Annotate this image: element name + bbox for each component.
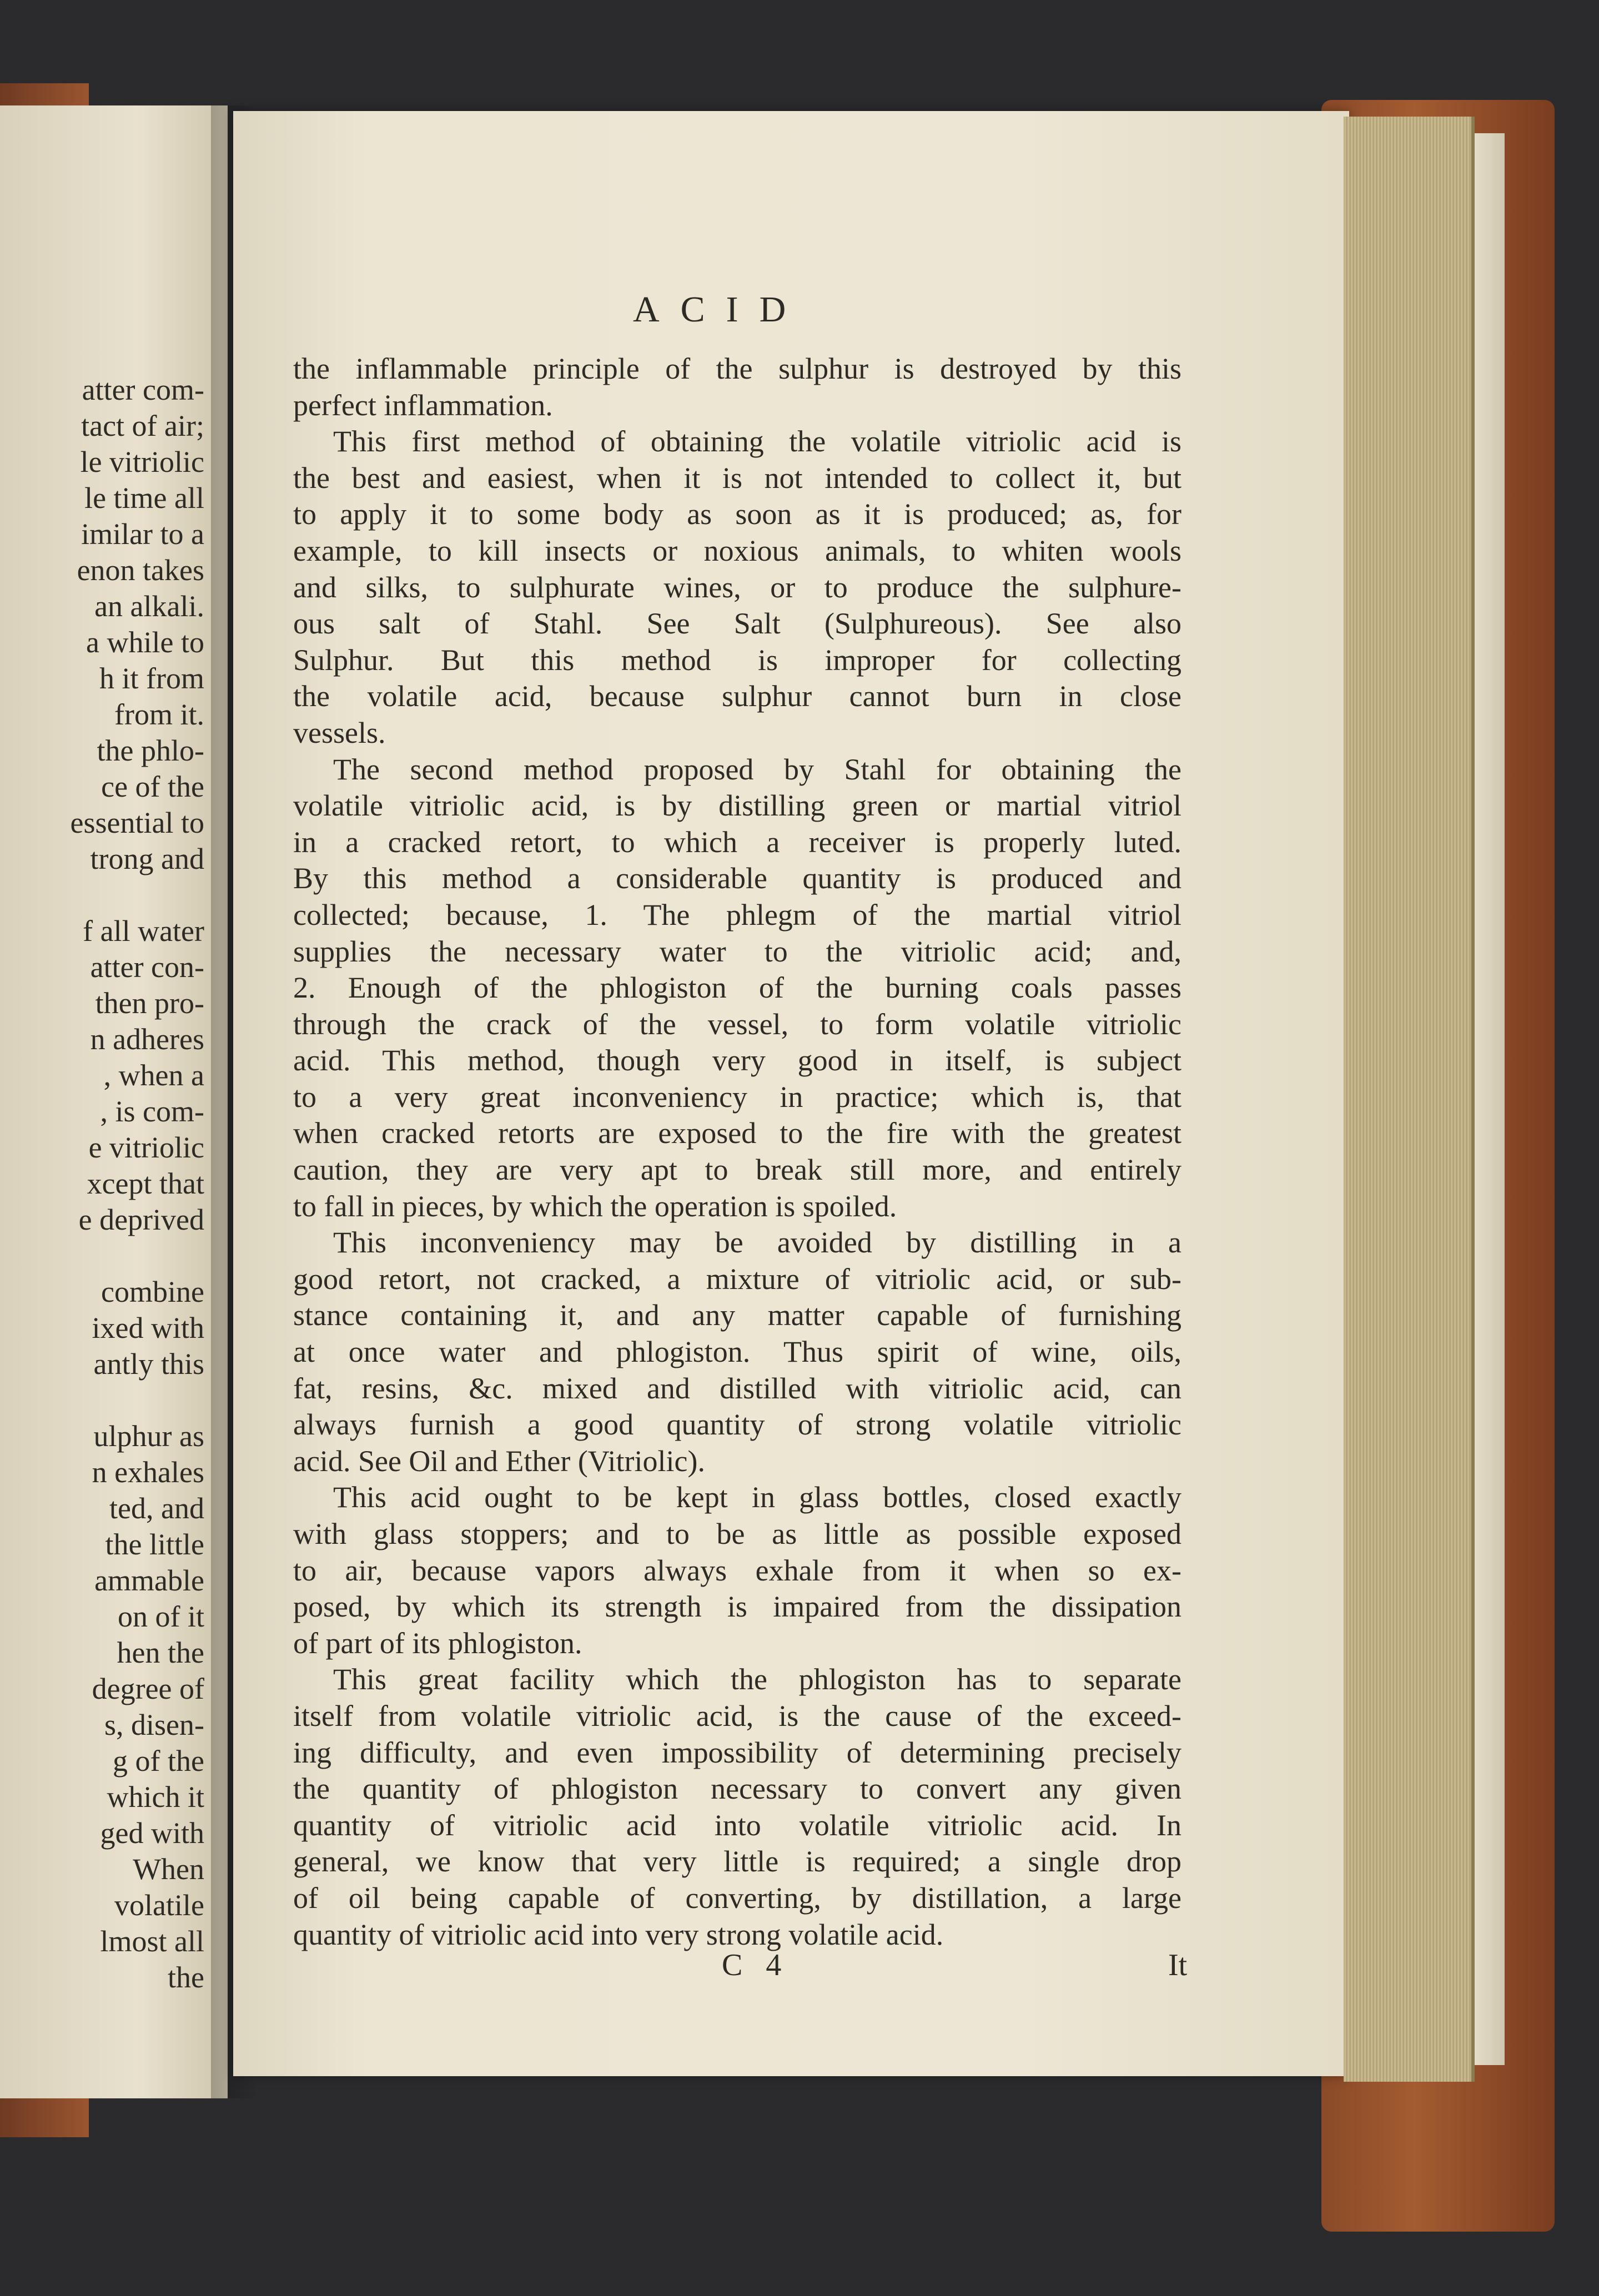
text-line: of oil being capable of converting, by distillation, a large <box>293 1881 1181 1915</box>
left-page-line: atter com- <box>82 373 204 406</box>
left-page-line: lmost all <box>100 1925 204 1958</box>
text-line: of part of its phlogiston. <box>293 1626 582 1660</box>
text-line: The second method proposed by Stahl for obtaining the <box>333 752 1181 786</box>
text-line: ing difficulty, and even impossibility of determining precisely <box>293 1735 1181 1769</box>
left-page-line: ce of the <box>101 770 204 803</box>
left-page-line: f all water <box>83 914 204 948</box>
text-line: acid. This method, though very good in itself, is subject <box>293 1044 1181 1077</box>
text-line: ous salt of Stahl. See Salt (Sulphureous). See also <box>293 607 1181 641</box>
left-page-line: le vitriolic <box>80 445 204 479</box>
body-text <box>293 351 1181 1953</box>
text-line: collected; because, 1. The phlegm of the martial vitriol <box>293 898 1181 932</box>
text-line: good retort, not cracked, a mixture of vitriolic acid, or sub- <box>293 1262 1181 1296</box>
left-page-line: ged with <box>100 1816 204 1850</box>
text-line: with glass stoppers; and to be as little as possible exposed <box>293 1517 1181 1550</box>
text-line: always furnish a good quantity of strong volatile vitriolic <box>293 1408 1181 1442</box>
text-line: This first method of obtaining the volatile vitriolic acid is <box>333 425 1181 459</box>
text-block-fore-edge <box>1344 117 1475 2082</box>
text-line: quantity of vitriolic acid into very strong volatile acid. <box>293 1917 944 1951</box>
text-line: the quantity of phlogiston necessary to convert any given <box>293 1772 1181 1806</box>
running-head: ACID <box>633 289 807 330</box>
text-line: By this method a considerable quantity is produced and <box>293 862 1181 895</box>
text-line: in a cracked retort, to which a receiver is properly luted. <box>293 825 1181 859</box>
left-page-line: the phlo- <box>97 734 204 767</box>
left-page-line: xcept that <box>87 1167 204 1200</box>
text-line: at once water and phlogiston. Thus spirit of wine, oils, <box>293 1335 1181 1369</box>
left-page-text <box>0 372 204 1996</box>
left-page-line: imilar to a <box>81 517 204 551</box>
left-page-line: ted, and <box>109 1492 204 1525</box>
text-line: to fall in pieces, by which the operation is spoiled. <box>293 1189 897 1223</box>
text-line: volatile vitriolic acid, is by distilling green or martial vitriol <box>293 789 1181 823</box>
left-page-line: , when a <box>103 1059 204 1092</box>
left-page-line: volatile <box>114 1889 204 1922</box>
left-page-line: degree of <box>92 1672 204 1705</box>
text-line: supplies the necessary water to the vitriolic acid; and, <box>293 934 1181 968</box>
left-page-line <box>0 1382 204 1418</box>
left-page-line <box>0 877 204 913</box>
text-line: quantity of vitriolic acid into volatile vitriolic acid. In <box>293 1808 1181 1842</box>
left-page <box>0 105 228 2098</box>
text-line: and silks, to sulphurate wines, or to produce the sulphure- <box>293 570 1181 604</box>
text-line: to a very great inconveniency in practice; which is, that <box>293 1080 1181 1114</box>
left-page-line: from it. <box>114 698 204 731</box>
text-line: through the crack of the vessel, to form volatile vitriolic <box>293 1007 1181 1041</box>
left-page-line: When <box>133 1852 204 1886</box>
text-line: itself from volatile vitriolic acid, is the cause of the exceed- <box>293 1699 1181 1733</box>
left-page-line: n exhales <box>92 1456 204 1489</box>
text-line: general, we know that very little is required; a single drop <box>293 1845 1181 1879</box>
text-line: fat, resins, &c. mixed and distilled with vitriolic acid, can <box>293 1371 1181 1405</box>
left-page-line <box>0 1238 204 1274</box>
text-line: to apply it to some body as soon as it is produced; as, for <box>293 497 1181 531</box>
text-line: This acid ought to be kept in glass bottles, closed exactly <box>333 1481 1181 1514</box>
left-page-line: s, disen- <box>104 1708 204 1741</box>
left-page-line: then pro- <box>95 986 204 1020</box>
text-line: when cracked retorts are exposed to the fire with the greatest <box>293 1116 1181 1150</box>
left-page-line: combine <box>101 1275 204 1308</box>
left-page-line: which it <box>107 1780 204 1814</box>
text-line: vessels. <box>293 716 386 749</box>
left-page-line: ammable <box>94 1564 204 1597</box>
text-line: the inflammable principle of the sulphur is destroyed by this <box>293 352 1181 385</box>
text-line: example, to kill insects or noxious animals, to whiten wools <box>293 533 1181 567</box>
left-page-line: antly this <box>93 1347 204 1381</box>
left-page-line: tact of air; <box>81 409 204 442</box>
left-page-line: , is com- <box>100 1095 204 1128</box>
text-line: stance containing it, and any matter capable of furnishing <box>293 1298 1181 1332</box>
text-line: perfect inflammation. <box>293 388 553 422</box>
left-page-line: hen the <box>117 1636 204 1669</box>
left-page-line: n adheres <box>90 1023 204 1056</box>
text-line: caution, they are very apt to break still more, and entirely <box>293 1153 1181 1187</box>
page-edge-outer <box>1471 133 1505 2065</box>
left-page-line: essential to <box>70 806 204 839</box>
left-page-line: an alkali. <box>94 590 204 623</box>
left-page-line: g of the <box>113 1744 204 1778</box>
text-line: the volatile acid, because sulphur cannot burn in close <box>293 679 1181 713</box>
left-page-line: the <box>168 1961 204 1994</box>
left-page-line: trong and <box>90 842 204 875</box>
left-page-line: atter con- <box>90 950 204 984</box>
left-page-line: enon takes <box>77 553 204 587</box>
catchword: It <box>1168 1948 1188 1982</box>
left-page-line: e vitriolic <box>88 1131 204 1164</box>
signature-mark: C 4 <box>722 1948 790 1982</box>
left-page-line: a while to <box>86 626 204 659</box>
left-page-line: on of it <box>118 1600 204 1633</box>
left-page-line: le time all <box>84 481 204 515</box>
text-line: the best and easiest, when it is not intended to collect it, but <box>293 461 1181 495</box>
left-page-line: ixed with <box>92 1311 204 1345</box>
text-line: This great facility which the phlogiston has to separate <box>333 1663 1181 1696</box>
left-page-line: the little <box>105 1528 204 1561</box>
left-page-line: ulphur as <box>93 1419 204 1453</box>
text-line: Sulphur. But this method is improper for collecting <box>293 643 1181 677</box>
text-line: This inconveniency may be avoided by distilling in a <box>333 1226 1181 1260</box>
left-page-line: h it from <box>99 662 204 695</box>
text-line: acid. See Oil and Ether (Vitriolic). <box>293 1444 705 1478</box>
left-page-line: e deprived <box>78 1203 204 1236</box>
text-line: 2. Enough of the phlogiston of the burning coals passes <box>293 971 1181 1005</box>
text-line: to air, because vapors always exhale from it when so ex- <box>293 1553 1181 1587</box>
text-line: posed, by which its strength is impaired from the dissipation <box>293 1590 1181 1624</box>
